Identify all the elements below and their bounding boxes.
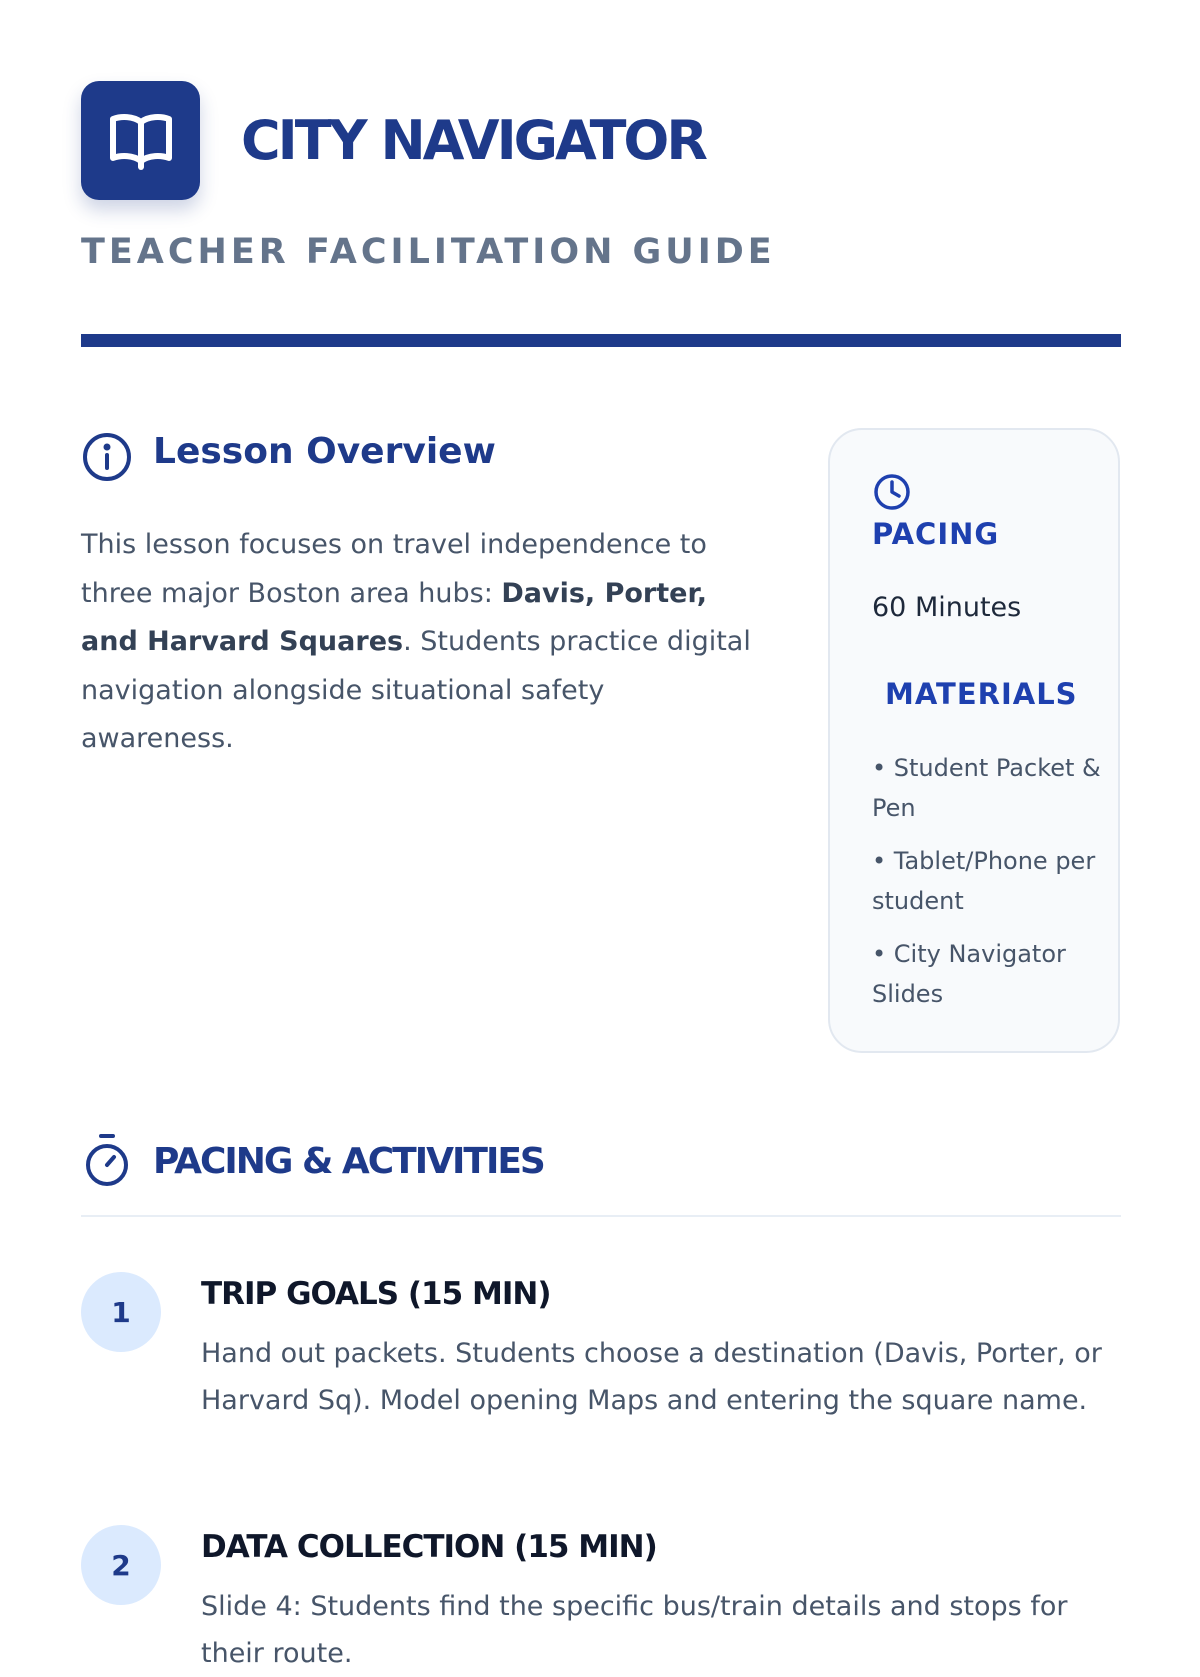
materials-label: MATERIALS — [885, 677, 1078, 711]
stopwatch-icon — [83, 1132, 131, 1188]
activities-divider — [81, 1215, 1121, 1217]
pacing-label: PACING — [872, 517, 1000, 551]
step-description: Hand out packets. Students choose a destination (Davis, Porter, or Harvard Sq). Model opening Maps and entering the square name. — [201, 1338, 1102, 1416]
overview-heading: Lesson Overview — [153, 431, 496, 472]
materials-item: • Student Packet & Pen — [872, 754, 1101, 822]
materials-item: • Tablet/Phone per student — [872, 847, 1096, 915]
materials-list — [872, 748, 1102, 1027]
guide-subtitle: TEACHER FACILITATION GUIDE — [81, 232, 776, 272]
app-logo — [81, 81, 200, 200]
info-circle-icon — [81, 431, 133, 483]
overview-text-highlight: Davis, Porter, and Harvard Squares — [81, 577, 708, 657]
header-divider — [81, 334, 1121, 347]
app-title: CITY NAVIGATOR — [241, 109, 705, 172]
open-book-icon — [109, 112, 173, 170]
overview-text-tail: . Students practice digital navigation alongside situational safety awareness. — [81, 626, 751, 754]
step-title: TRIP GOALS (15 MIN) — [201, 1276, 551, 1312]
step-description: Slide 4: Students find the specific bus/train details and stops for their route. — [201, 1591, 1068, 1669]
activities-heading: PACING & ACTIVITIES — [153, 1141, 544, 1182]
pacing-value: 60 Minutes — [872, 592, 1022, 623]
materials-item: • City Navigator Slides — [872, 940, 1066, 1008]
clock-icon — [872, 472, 912, 512]
overview-paragraph — [81, 521, 761, 764]
step-number-badge: 2 — [81, 1525, 161, 1605]
step-number-badge: 1 — [81, 1272, 161, 1352]
step-title: DATA COLLECTION (15 MIN) — [201, 1529, 657, 1565]
lesson-info-card — [828, 428, 1120, 1053]
overview-text-lead: This lesson focuses on travel independence to three major Boston area hubs: — [81, 529, 707, 609]
